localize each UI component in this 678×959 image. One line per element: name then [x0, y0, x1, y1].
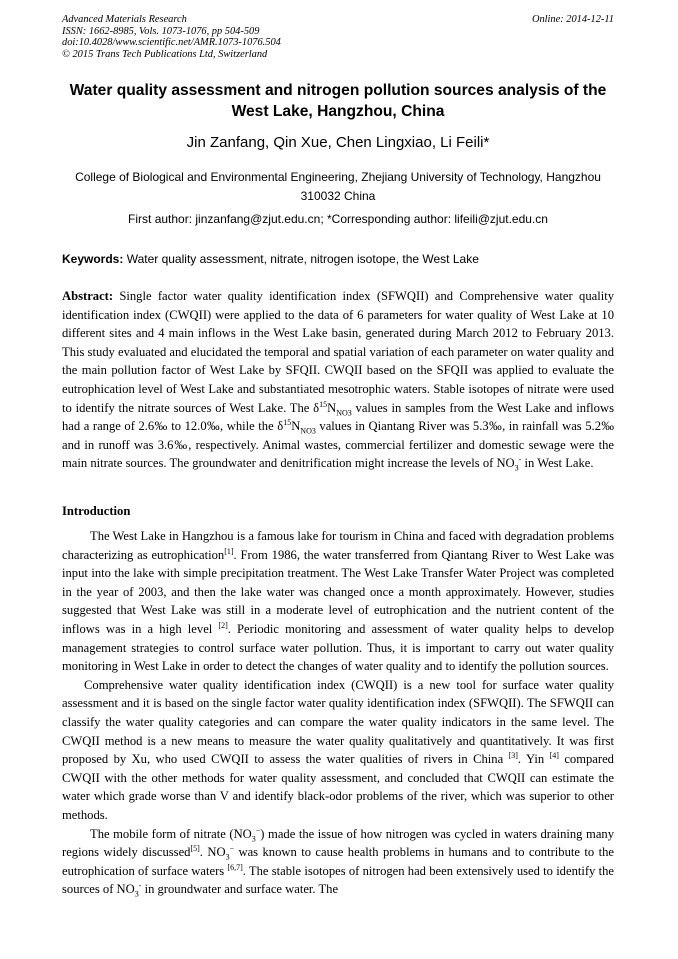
nitrogen-symbol: N — [291, 419, 301, 434]
intro-paragraph-2 — [62, 676, 614, 825]
issn-line: ISSN: 1662-8985, Vols. 1073-1076, pp 504-509 — [62, 25, 260, 37]
nitrogen-symbol: N — [327, 400, 337, 415]
nitrate-subscript-3: 3 — [225, 852, 230, 862]
paragraph-text: in groundwater and surface water. The — [141, 882, 339, 897]
paragraph-text: . NO — [199, 845, 226, 860]
affiliation: College of Biological and Environmental Engineering, Zhejiang University of Technology, Hangzhou 310032 China — [75, 170, 601, 203]
doi-line: doi:10.4028/www.scientific.net/AMR.1073-1076.504 — [62, 37, 281, 49]
charge-superscript: − — [229, 843, 235, 853]
abstract — [62, 287, 614, 473]
paragraph-text: . Periodic monitoring and assessment of water quality helps to develop management strategies to control surface water pollution. Thus, it is important to carry out water quality monitoring in West Lake in order to detect the changes of water quality and to identify the pollution sources. — [62, 621, 614, 674]
citation-ref: [5] — [190, 843, 200, 853]
charge-superscript: - — [138, 881, 142, 891]
charge-superscript: - — [518, 455, 522, 465]
paragraph-text: compared CWQII with the other methods for water quality assessment, and concluded that CWQII can estimate the water which grade worse than V and identify black-odor problems of the river, which was superior to other methods. — [62, 752, 614, 822]
delta-symbol: δ — [277, 419, 284, 434]
nitrate-subscript-3: 3 — [251, 834, 256, 844]
paragraph-text: The mobile form of nitrate (NO — [90, 826, 252, 841]
authors: Jin Zanfang, Qin Xue, Chen Lingxiao, Li Feili* — [186, 134, 490, 151]
introduction-body — [62, 527, 614, 899]
nitrate-subscript: NO3 — [336, 408, 352, 418]
paragraph-text: Comprehensive water quality identification index (CWQII) is a new tool for surface water quality assessment and it is based on the single factor water quality identification index (SFWQII). The SFWQII can classify the water quality categories and can compare the water quality indicators in the same level. The CWQII method is a new means to measure the water quality qualitatively and quantitatively. It was first proposed by Xu, who used CWQII to assess the water qualities of rivers in China — [62, 677, 614, 767]
keywords — [62, 250, 614, 268]
paragraph-text: . Yin — [517, 752, 550, 767]
abstract-text-1: Single factor water quality identification index (SFWQII) and Comprehensive water quality identification index (CWQII) were applied to the data of 6 parameters for water quality of West Lake at 10 different sites and 4 main inflows in the West Lake basin, generated during March 2012 to February 2013. This study evaluated and elucidated the temporal and spatial variation of each parameter on water quality and the main pollution factor of West Lake by SFQII. CWQII based on the SFQII was applied to evaluate the eutrophication level of West Lake and substantiated mesotrophic waters. Stable isotopes of nitrate were used to identify the nitrate sources of West Lake. The — [62, 289, 614, 415]
delta-symbol: δ — [313, 400, 320, 415]
author-emails: First author: jinzanfang@zjut.edu.cn; *Corresponding author: lifeili@zjut.edu.cn — [128, 212, 548, 226]
journal-name: Advanced Materials Research — [62, 14, 187, 25]
abstract-label: Abstract: — [62, 289, 114, 303]
abstract-text-4: in West Lake. — [521, 456, 594, 471]
citation-ref: [4] — [549, 750, 559, 760]
section-heading-introduction: Introduction — [62, 504, 131, 518]
paragraph-text: was known to cause health problems in humans and to contribute to the eutrophication of surface waters — [62, 845, 614, 878]
paper-title: Water quality assessment and nitrogen pollution sources analysis of the West Lake, Hangzhou, China — [69, 82, 607, 120]
abstract-text-2: values in samples from the West Lake and inflows had a range of 2.6‰ to 12.0‰, while the — [62, 400, 614, 434]
isotope-number: 15 — [283, 417, 292, 427]
keywords-label: Keywords: — [62, 252, 124, 266]
intro-paragraph-1 — [62, 527, 614, 676]
citation-ref: [2] — [218, 620, 228, 630]
isotope-number: 15 — [319, 399, 328, 409]
nitrate-subscript-3: 3 — [134, 889, 139, 899]
charge-superscript: − — [255, 825, 261, 835]
keywords-text: Water quality assessment, nitrate, nitrogen isotope, the West Lake — [123, 252, 479, 266]
copyright-line: © 2015 Trans Tech Publications Ltd, Switzerland — [62, 48, 268, 60]
publication-header — [62, 14, 614, 60]
citation-ref: [3] — [508, 750, 518, 760]
citation-ref: [1] — [224, 546, 234, 556]
online-date: Online: 2014-12-11 — [531, 14, 614, 25]
intro-paragraph-3 — [62, 825, 614, 899]
nitrate-subscript-3: 3 — [514, 463, 519, 473]
nitrate-subscript: NO3 — [300, 426, 316, 436]
citation-ref: [6,7] — [227, 862, 243, 872]
paragraph-text: The West Lake in Hangzhou is a famous lake for tourism in China and faced with degradation problems characterizing as eutrophication — [62, 529, 614, 562]
paragraph-text: . The stable isotopes of nitrogen had been extensively used to identify the sources of NO — [62, 863, 614, 897]
paragraph-text: ) made the issue of how nitrogen was cycled in waters draining many regions widely discussed — [62, 826, 615, 860]
abstract-text-3: values in Qiantang River was 5.3‰, in rainfall was 5.2‰ and in runoff was 3.6‰, respectively. Animal wastes, commercial fertilizer and domestic sewage were the main nitrate sources. The groundwater and denitrification might increase the levels of NO — [62, 419, 614, 471]
paragraph-text: . From 1986, the water transferred from Qiantang River to West Lake was input into the lake with simple precipitation treatment. The West Lake Transfer Water Project was completed in the year of 2003, and then the lake water was changed once a month approximately. However, studies suggested that West Lake was still in a moderate level of eutrophication and the nutrient content of the inflows was in a high level — [62, 547, 615, 636]
